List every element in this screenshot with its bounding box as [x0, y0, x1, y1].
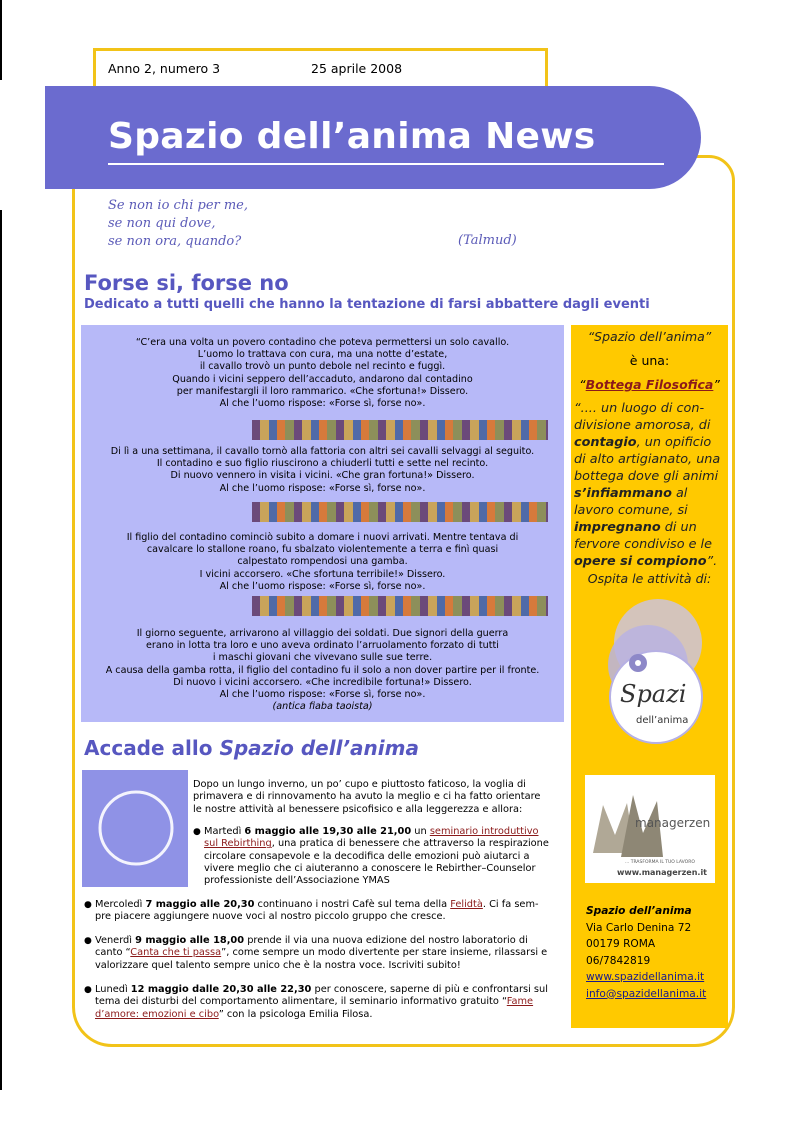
spazi-logo-icon [596, 595, 716, 745]
event-date: 7 maggio alle 20,30 [145, 899, 255, 910]
desc-bold: s’infiammano [574, 486, 672, 501]
intro-line: primavera e di rinnovamento ha avuto la meglio e ci ha fatto orientare [193, 791, 541, 803]
event-text: Venerdì [95, 935, 136, 946]
sidebar-name: “Spazio dell’anima” [587, 329, 712, 344]
story-line: il cavallo trovò un punto debole nel recinto e fuggì. [199, 361, 446, 373]
issue-number: Anno 2, numero 3 [108, 61, 221, 76]
bottega-link[interactable]: Bottega Filosofica [585, 377, 714, 392]
circle-image-icon [82, 770, 188, 887]
event-text: Lunedì [95, 984, 131, 995]
epigraph-line: se non ora, quando? [108, 234, 242, 249]
desc-text: di un fervore condiviso e le [574, 520, 712, 552]
sidebar-ospita: Ospita le attività di: [587, 571, 712, 586]
event-text: prende il via una nuova edizione del nostro laboratorio di [244, 935, 528, 946]
story-line: cavalcare lo stallone roano, fu sbalzato violentemente a terra e finì quasi [146, 544, 499, 556]
desc-bold: contagio [574, 435, 637, 450]
section-title [84, 736, 419, 760]
left-edge-line-top [0, 0, 2, 80]
contact-city: 00179 ROMA [586, 938, 656, 950]
story-line: Al che l’uomo rispose: «Forse sì, forse no». [219, 398, 426, 410]
left-edge-line [0, 210, 2, 1090]
issue-date: 25 aprile 2008 [311, 61, 403, 76]
decorative-strip [252, 596, 548, 616]
event-2 [95, 899, 539, 924]
event-text: valorizzare quel talento sempre unico che è la nostra voce. Iscriviti subito! [95, 959, 461, 971]
story-line: Di nuovo i vicini accorsero. «Che incredibile fortuna!» Dissero. [173, 676, 472, 688]
contact-name: Spazio dell’anima [586, 905, 692, 917]
story-paragraph-3 [81, 532, 564, 593]
section-title-text: Accade allo [84, 736, 220, 760]
story-credit: (antica fiaba taoista) [272, 701, 373, 713]
event-3 [95, 935, 547, 972]
story-line: Il contadino e suo figlio riuscirono a chiuderli tutti e sette nel recinto. [156, 458, 489, 470]
story-line: Il figlio del contadino cominciò subito a domare i nuovi arrivati. Mentre tentava di [126, 532, 519, 543]
event-text: , una pratica di benessere che attraverso la respirazione [271, 838, 549, 850]
intro-text [193, 779, 540, 816]
story-paragraph-4 [81, 628, 564, 713]
managerzen-brand: managerzen [635, 816, 711, 830]
rebirthing-link-cont[interactable]: sul Rebirthing [204, 838, 272, 850]
sidebar-description [574, 400, 726, 570]
event-1 [204, 826, 549, 887]
bullet-icon: ● [193, 827, 201, 837]
desc-text: al lavoro comune, si [574, 486, 688, 518]
managerzen-url: www.managerzen.it [617, 868, 708, 877]
story-line: L’uomo lo trattava con cura, ma una notte d’estate, [197, 349, 448, 361]
story-line: I vicini accorsero. «Che sfortuna terribile!» Dissero. [199, 568, 446, 580]
story-paragraph-2 [81, 446, 564, 495]
story-line: “C’era una volta un povero contadino che poteva permettersi un solo cavallo. [135, 337, 510, 348]
event-date: 12 maggio dalle 20,30 alle 22,30 [130, 984, 312, 995]
story-line: i maschi giovani che vivevano sulle sue terre. [212, 652, 433, 664]
article-title: Forse si, forse no [84, 271, 289, 295]
decorative-strip [252, 502, 548, 522]
bullet-icon: ● [84, 900, 92, 910]
story-box [81, 325, 564, 722]
epigraph [108, 197, 248, 251]
event-text: tema dei disturbi del comportamento alimentare, il seminario informativo gratuito “ [95, 996, 507, 1008]
desc-bold: opere si compiono [574, 554, 707, 569]
story-line: Di lì a una settimana, il cavallo tornò alla fattoria con altri sei cavalli selvaggi al seguito. [110, 446, 535, 457]
event-text: ” con la psicologa Emilia Filosa. [218, 1008, 373, 1020]
desc-text: ”. [706, 554, 718, 569]
story-line: Al che l’uomo rispose: «Forse sì, forse no». [219, 482, 426, 494]
contact-street: Via Carlo Denina 72 [586, 921, 692, 934]
felicita-link[interactable]: Felidtà [450, 899, 483, 910]
event-text: continuano i nostri Cafè sul tema della [254, 899, 451, 910]
logo-subtext: dell’anima [636, 715, 689, 726]
event-text: . Ci fa sem- [482, 899, 539, 910]
intro-line: le nostre attività al benessere psicofisico e alla leggerezza e allora: [193, 803, 523, 815]
managerzen-tag: ... TRASFORMA IL TUO LAVORO [625, 860, 695, 865]
contact-block [586, 903, 706, 1002]
event-text: canto “ [95, 947, 131, 959]
sidebar-is: è una: [629, 353, 670, 368]
story-line: per manifestargli il loro rammarico. «Che sfortuna!» Dissero. [176, 385, 469, 397]
newsletter-title: Spazio dell’anima News [108, 116, 596, 157]
sidebar [571, 325, 728, 1028]
decorative-image [82, 770, 188, 887]
rebirthing-link[interactable]: seminario introduttivo [429, 826, 539, 837]
story-paragraph-1 [81, 337, 564, 410]
article-subtitle: Dedicato a tutti quelli che hanno la tentazione di farsi abbattere dagli eventi [84, 297, 650, 312]
fame-link[interactable]: Fame [506, 996, 534, 1008]
desc-text: “.... un luogo di con-divisione amorosa, di [574, 401, 711, 433]
desc-text: , un opificio di alto artigianato, una bottega dove gli animi [574, 435, 721, 484]
event-text: professioniste dell’Associazione YMAS [204, 875, 390, 887]
story-line: A causa della gamba rotta, il figlio del contadino fu il solo a non dover partire per il fronte. [105, 664, 540, 676]
event-date: 9 maggio alle 18,00 [135, 935, 245, 946]
email-link[interactable]: info@spazidellanima.it [586, 987, 707, 1000]
epigraph-line: se non qui dove, [108, 216, 216, 231]
managerzen-logo-icon [585, 775, 715, 883]
event-text: un [411, 826, 430, 837]
fame-link-cont[interactable]: d’amore: emozioni e cibo [95, 1008, 219, 1020]
story-line: calpestato rompendosi una gamba. [237, 556, 408, 568]
story-line: erano in lotta tra loro e uno aveva ordinato l’arruolamento forzato di tutti [146, 640, 499, 652]
event-date: 6 maggio alle 19,30 alle 21,00 [244, 826, 412, 837]
event-text: ”, come sempre un modo divertente per stare insieme, rilassarsi e [221, 947, 548, 959]
website-link[interactable]: www.spazidellanima.it [586, 971, 705, 983]
title-banner [45, 86, 701, 189]
event-text: per conoscere, saperne di più e confrontarsi sul [311, 984, 548, 995]
spazi-logo [596, 595, 716, 745]
decorative-strip [252, 420, 548, 440]
story-line: Quando i vicini seppero dell’accaduto, andarono dal contadino [172, 373, 473, 385]
story-line: Al che l’uomo rispose: «Forse sì, forse no». [219, 580, 426, 592]
event-text: vivere meglio che ci aiuteranno a conoscere le Rebirther–Counselor [204, 862, 536, 874]
bullet-icon: ● [84, 936, 92, 946]
logo-text: Spazi [620, 680, 687, 708]
desc-bold: impregnano [574, 520, 661, 535]
epigraph-source: (Talmud) [458, 233, 517, 248]
section-title-italic: Spazio dell’anima [219, 736, 419, 760]
event-4 [95, 984, 548, 1021]
event-text: Martedì [204, 826, 245, 837]
bullet-icon: ● [84, 985, 92, 995]
event-text: Mercoledì [95, 899, 146, 910]
event-text: pre piacere aggiungere nuove voci al nostro piccolo gruppo che cresce. [95, 911, 446, 923]
epigraph-line: Se non io chi per me, [108, 198, 249, 213]
story-line: Il giorno seguente, arrivarono al villaggio dei soldati. Due signori della guerra [136, 628, 509, 639]
canta-link[interactable]: Canta che ti passa [130, 947, 222, 959]
event-text: circolare consapevole e la decodifica delle emozioni può aiutarci a [204, 850, 530, 862]
contact-phone: 06/7842819 [586, 954, 651, 967]
story-line: Al che l’uomo rispose: «Forse sì, forse no». [219, 689, 426, 701]
title-rule [108, 163, 664, 165]
managerzen-ad [585, 775, 715, 883]
story-line: Di nuovo vennero in visita i vicini. «Che gran fortuna!» Dissero. [170, 470, 475, 482]
intro-line: Dopo un lungo inverno, un po’ cupo e piuttosto faticoso, la voglia di [193, 779, 526, 790]
sidebar-bottega: “Bottega Filosofica” [579, 377, 720, 392]
